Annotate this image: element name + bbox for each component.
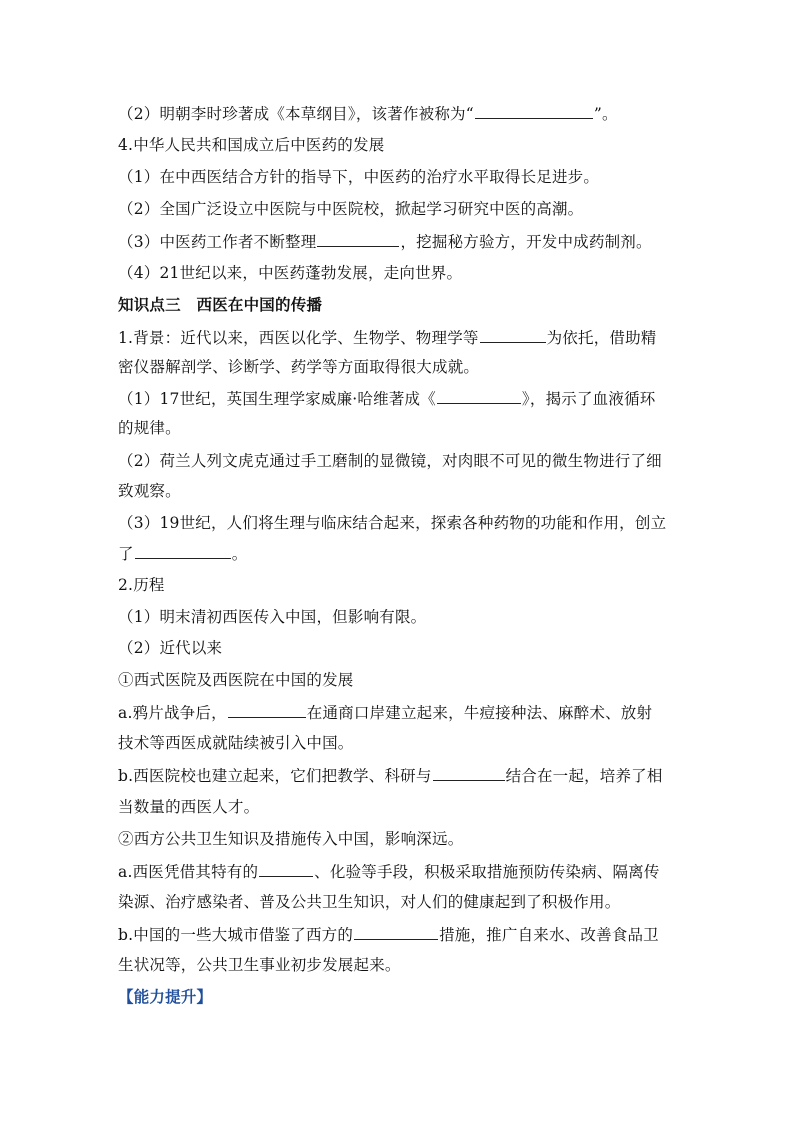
answer-blank <box>437 388 521 404</box>
answer-blank <box>433 765 505 781</box>
ability-improvement-heading: 【能力提升】 <box>118 987 213 1006</box>
text-line: （4）21世纪以来，中医药蓬勃发展，走向世界。 <box>118 264 463 282</box>
answer-blank <box>228 702 306 718</box>
text-line-blank: （3）中医药工作者不断整理 ，挖掘秘方验方，开发中成药制剂。 <box>118 233 652 251</box>
text-line: 当数量的西医人才。 <box>118 798 260 816</box>
text-line-blank: 了 。 <box>118 545 248 563</box>
text-line: 致观察。 <box>118 482 181 500</box>
text-line-bencao <box>118 103 678 124</box>
knowledge-point-heading: 知识点三 西医在中国的传播 <box>118 295 323 314</box>
text-line-blank: （1）17世纪，英国生理学家威廉·哈维著成《 》，揭示了血液循环 <box>118 390 656 408</box>
text-line: 染源、治疗感染者、普及公共卫生知识，对人们的健康起到了积极作用。 <box>118 893 621 911</box>
text-line: （1）在中西医结合方针的指导下，中医药的治疗水平取得长足进步。 <box>118 168 600 186</box>
text-line-blank: 1.背景：近代以来，西医以化学、生物学、物理学等 为依托，借助精 <box>118 329 657 347</box>
answer-blank <box>480 327 546 343</box>
subsection-heading: ①西式医院及西医院在中国的发展 <box>118 671 354 689</box>
answer-blank <box>475 103 593 119</box>
line-text: ”。 <box>593 105 618 123</box>
answer-blank <box>354 924 438 940</box>
text-line: （2）荷兰人列文虎克通过手工磨制的显微镜，对肉眼不可见的微生物进行了细 <box>118 452 662 470</box>
text-line: （1）明末清初西医传入中国，但影响有限。 <box>118 608 427 626</box>
text-line: 技术等西医成就陆续被引入中国。 <box>118 734 354 752</box>
line-text: （2）明朝李时珍著成《本草纲目》，该著作被称为“ <box>118 105 474 123</box>
section-heading-4: 4.中华人民共和国成立后中医药的发展 <box>118 136 385 154</box>
answer-blank <box>135 543 231 559</box>
text-line: （2）全国广泛设立中医院与中医院校，掀起学习研究中医的高潮。 <box>118 200 584 218</box>
answer-blank <box>259 861 313 877</box>
answer-blank <box>317 231 399 247</box>
text-line-blank: b.西医院校也建立起来，它们把教学、科研与 结合在一起，培养了相 <box>118 767 663 785</box>
text-line-blank: a.鸦片战争后， 在通商口岸建立起来，牛痘接种法、麻醉术、放射 <box>118 704 653 722</box>
text-line-blank: a.西医凭借其特有的 、化验等手段，积极采取措施预防传染病、隔离传 <box>118 863 660 881</box>
text-line: 的规律。 <box>118 419 181 437</box>
text-line: 密仪器解剖学、诊断学、药学等方面取得很大成就。 <box>118 358 480 376</box>
text-line-blank: b.中国的一些大城市借鉴了西方的 措施，推广自来水、改善食品卫 <box>118 926 659 944</box>
text-line: （2）近代以来 <box>118 639 223 657</box>
section-heading-2: 2.历程 <box>118 576 165 594</box>
text-line: （3）19世纪，人们将生理与临床结合起来，探索各种药物的功能和作用，创立 <box>118 514 667 532</box>
text-line: 生状况等，公共卫生事业初步发展起来。 <box>118 956 401 974</box>
subsection-heading: ②西方公共卫生知识及措施传入中国，影响深远。 <box>118 830 464 848</box>
